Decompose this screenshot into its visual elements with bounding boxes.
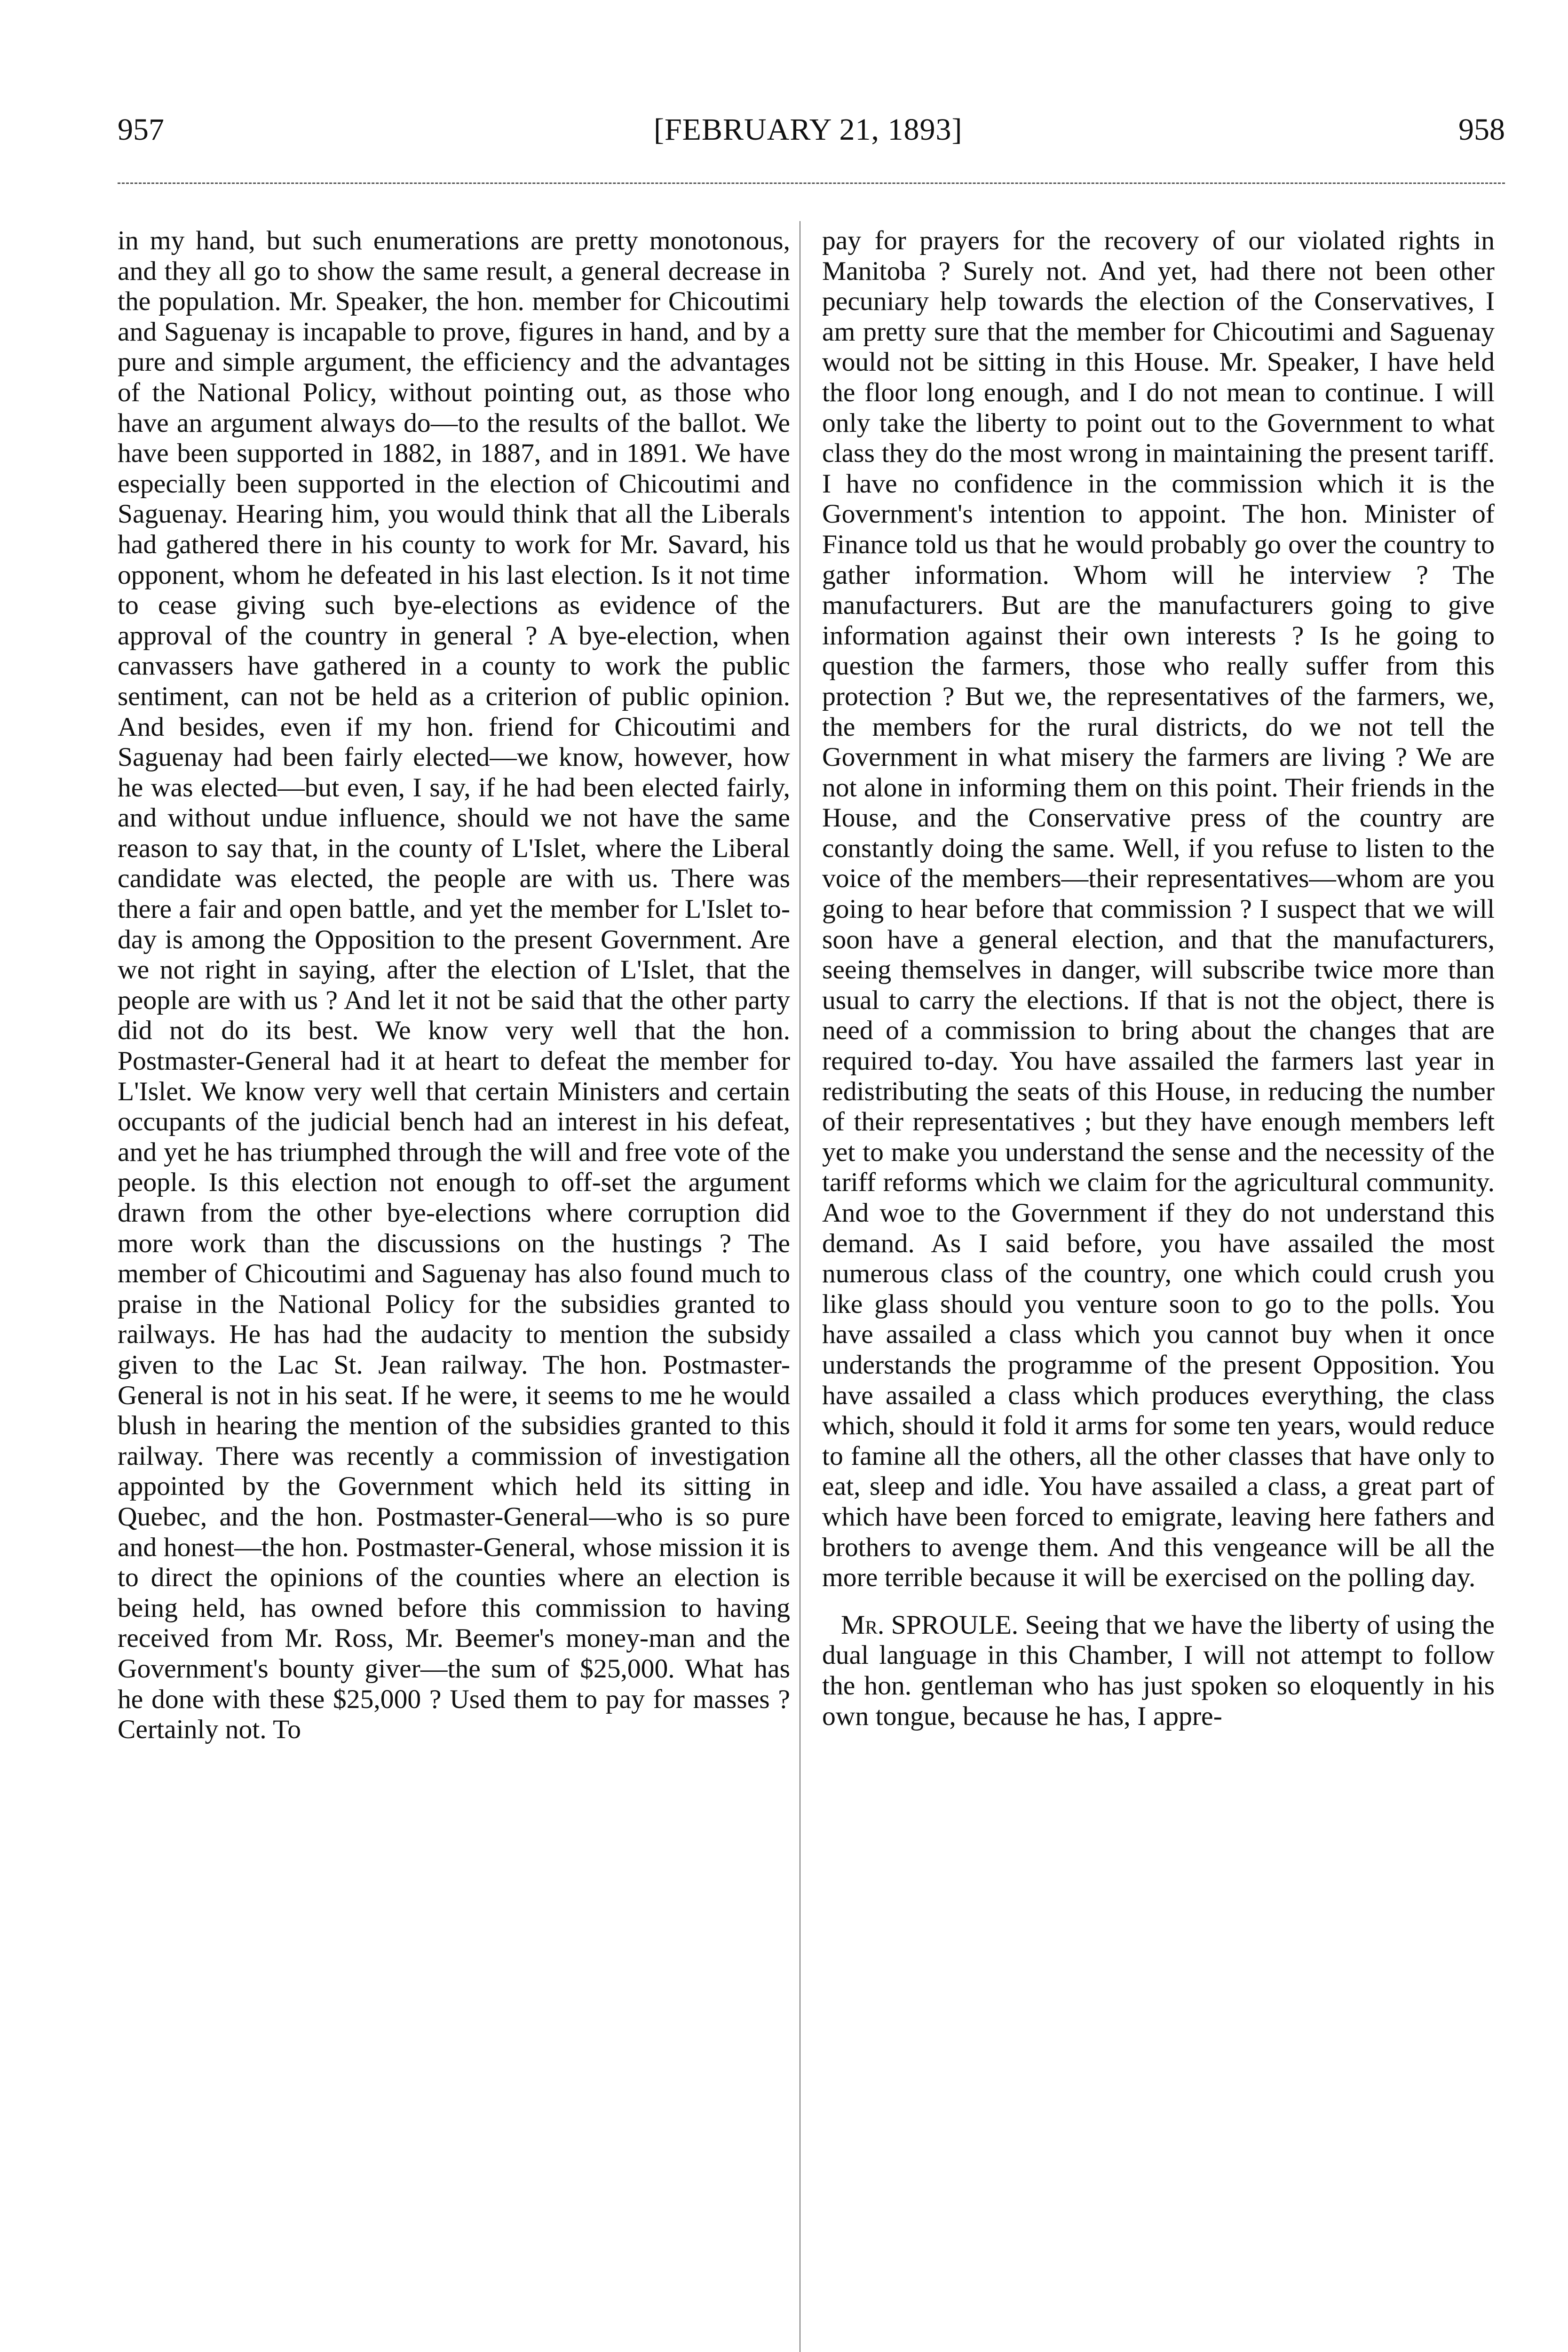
- speaker-name: Mr. SPROULE.: [841, 1610, 1019, 1640]
- left-column-text: in my hand, but such enumerations are pretty monotonous, and they all go to show the same result, a general decrease in the population. Mr. Speaker, the hon. member for Chicoutimi and Saguenay is incapable to prove, figures in hand, and by a pure and simple argument, the efficiency and the advantages of the National Policy, without pointing out, as those who have an argument always do—to the results of the ballot. We have been supported in 1882, in 1887, and in 1891. We have especially been supported in the election of Chicoutimi and Saguenay. Hearing him, you would think that all the Liberals had gathered there in his county to work for Mr. Savard, his opponent, whom he defeated in his last election. Is it not time to cease giving such bye-elections as evidence of the approval of the country in general ? A bye-election, when canvassers have gathered in a county to work the public sentiment, can not be held as a criterion of public opinion. And besides, even if my hon. friend for Chicoutimi and Saguenay had been fairly elected—we know, however, how he was elected—but even, I say, if he had been elected fairly, and without undue influence, should we not have the same reason to say that, in the county of L'Islet, where the Liberal candidate was elected, the people are with us. There was there a fair and open battle, and yet the member for L'Islet to-day is among the Opposition to the present Government. Are we not right in saying, after the election of L'Islet, that the people are with us ? And let it not be said that the other party did not do its best. We know very well that the hon. Postmaster-General had it at heart to defeat the member for L'Islet. We know very well that certain Ministers and certain occupants of the judicial bench had an interest in his defeat, and yet he has triumphed through the will and free vote of the people. Is this election not enough to off-set the argument drawn from the other bye-elections where corruption did more work than the discussions on the hustings ? The member of Chicoutimi and Saguenay has also found much to praise in the National Policy for the subsidies granted to railways. He has had the audacity to mention the subsidy given to the Lac St. Jean railway. The hon. Postmaster-General is not in his seat. If he were, it seems to me he would blush in hearing the mention of the subsidies granted to this railway. There was recently a commission of investigation appointed by the Government which held its sitting in Quebec, and the hon. Postmaster-General—who is so pure and honest—the hon. Postmaster-General, whose mission it is to direct the opinions of the counties where an election is being held, has owned before this commission to having received from Mr. Ross, Mr. Beemer's money-man and the Government's bounty giver—the sum of $25,000. What has he done with these $25,000 ? Used them to pay for masses ? Certainly not. To: [118, 226, 790, 1745]
- page-header: [118, 112, 1505, 154]
- header-date: [FEBRUARY 21, 1893]: [654, 112, 963, 147]
- right-page-number: 958: [1458, 112, 1505, 147]
- speech-text: Seeing that we have the liberty of using the dual language in this Chamber, I will not attempt to follow the hon. gentleman who has just spoken so eloquently in his own tongue, because he has, I appre-: [822, 1610, 1495, 1731]
- right-column-paragraph-1: pay for prayers for the recovery of our violated rights in Manitoba ? Surely not. And yet, had there not been other pecuniary help towards the election of the Conservatives, I am pretty sure that the member for Chicoutimi and Saguenay would not be sitting in this House. Mr. Speaker, I have held the floor long enough, and I do not mean to continue. I will only take the liberty to point out to the Government to what class they do the most wrong in maintaining the present tariff. I have no confidence in the commission which it is the Government's intention to appoint. The hon. Minister of Finance told us that he would probably go over the country to gather information. Whom will he interview ? The manufacturers. But are the manufacturers going to give information against their own interests ? Is he going to question the farmers, those who really suffer from this protection ? But we, the representatives of the farmers, we, the members for the rural districts, do we not tell the Government in what misery the farmers are living ? We are not alone in informing them on this point. Their friends in the House, and the Conservative press of the country are constantly doing the same. Well, if you refuse to listen to the voice of the members—their representatives—whom are you going to hear before that commission ? I suspect that we will soon have a general election, and that the manufacturers, seeing themselves in danger, will subscribe twice more than usual to carry the elections. If that is not the object, there is need of a commission to bring about the changes that are required to-day. You have assailed the farmers last year in redistributing the seats of this House, in reducing the number of their representatives ; but they have enough members left yet to make you understand the sense and the necessity of the tariff reforms which we claim for the agricultural community. And woe to the Government if they do not understand this demand. As I said before, you have assailed the most numerous class of the country, one which could crush you like glass should you venture soon to go to the polls. You have assailed a class which you cannot buy when it once understands the programme of the present Opposition. You have assailed a class which produces everything, the class which, should it fold it arms for some ten years, would reduce to famine all the others, all the other classes that have only to eat, sleep and idle. You have assailed a class, a great part of which have been forced to emigrate, leaving here fathers and brothers to avenge them. And this vengeance will be all the more terrible because it will be exercised on the polling day.: [822, 226, 1495, 1593]
- right-column-paragraph-2: [822, 1610, 1495, 1732]
- header-rule: [118, 183, 1505, 184]
- right-column: [822, 226, 1495, 1732]
- left-page-number: 957: [118, 112, 164, 147]
- left-column: [118, 226, 790, 1745]
